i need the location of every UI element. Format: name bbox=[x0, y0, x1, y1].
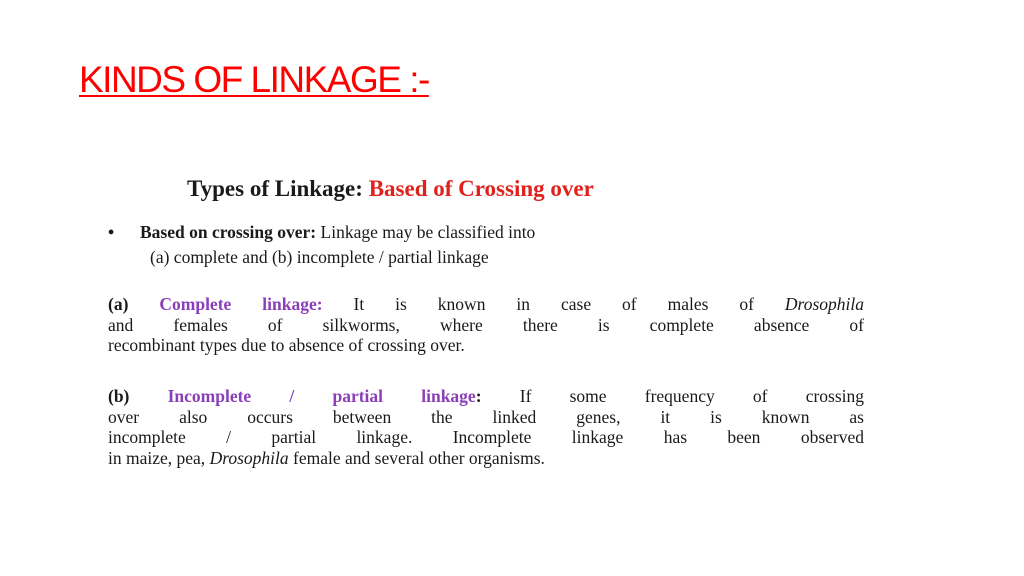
para-b-italic: Drosophila bbox=[209, 448, 289, 469]
bullet-text: Linkage may be classified into bbox=[320, 222, 536, 242]
bullet-icon: • bbox=[108, 222, 115, 242]
para-a-line-1 bbox=[108, 294, 864, 315]
para-a-line-2: and females of silkworms, where there is complete absence of bbox=[108, 314, 864, 335]
para-b-line-3: incomplete / partial linkage. Incomplete linkage has been observed bbox=[108, 427, 864, 448]
para-b-l4-post: female and several other organisms. bbox=[293, 448, 545, 469]
bullet-line-2: (a) complete and (b) incomplete / partial linkage bbox=[150, 247, 489, 267]
para-a-italic: Drosophila bbox=[784, 294, 865, 314]
para-a-line-3: recombinant types due to absence of crossing over. bbox=[108, 335, 465, 356]
heading-accent: Based of Crossing over bbox=[368, 176, 594, 201]
para-b-label: (b) bbox=[108, 386, 130, 406]
bullet-point bbox=[108, 220, 868, 270]
content-heading bbox=[187, 175, 594, 203]
para-a-term: Complete linkage: bbox=[159, 294, 323, 314]
para-b-line-1 bbox=[108, 386, 864, 407]
para-a-label: (a) bbox=[108, 294, 129, 314]
para-b-line-2: over also occurs between the linked genes, it is known as bbox=[108, 406, 864, 427]
para-b-text: If some frequency of crossing bbox=[519, 386, 865, 406]
paragraph-complete-linkage bbox=[108, 294, 864, 356]
para-b-colon: : bbox=[475, 386, 482, 406]
bullet-line-1 bbox=[108, 220, 868, 245]
slide-title: KINDS OF LINKAGE :- bbox=[79, 59, 429, 100]
paragraph-incomplete-linkage bbox=[108, 386, 864, 469]
content-image bbox=[100, 165, 880, 485]
heading-prefix: Types of Linkage: bbox=[187, 176, 363, 201]
para-a-text: It is known in case of males of bbox=[353, 294, 754, 314]
para-b-l4-pre: in maize, pea, bbox=[108, 448, 206, 469]
bullet-term: Based on crossing over: bbox=[140, 222, 317, 242]
para-b-term: Incomplete / partial linkage bbox=[167, 386, 476, 406]
para-b-line-4 bbox=[108, 448, 864, 469]
